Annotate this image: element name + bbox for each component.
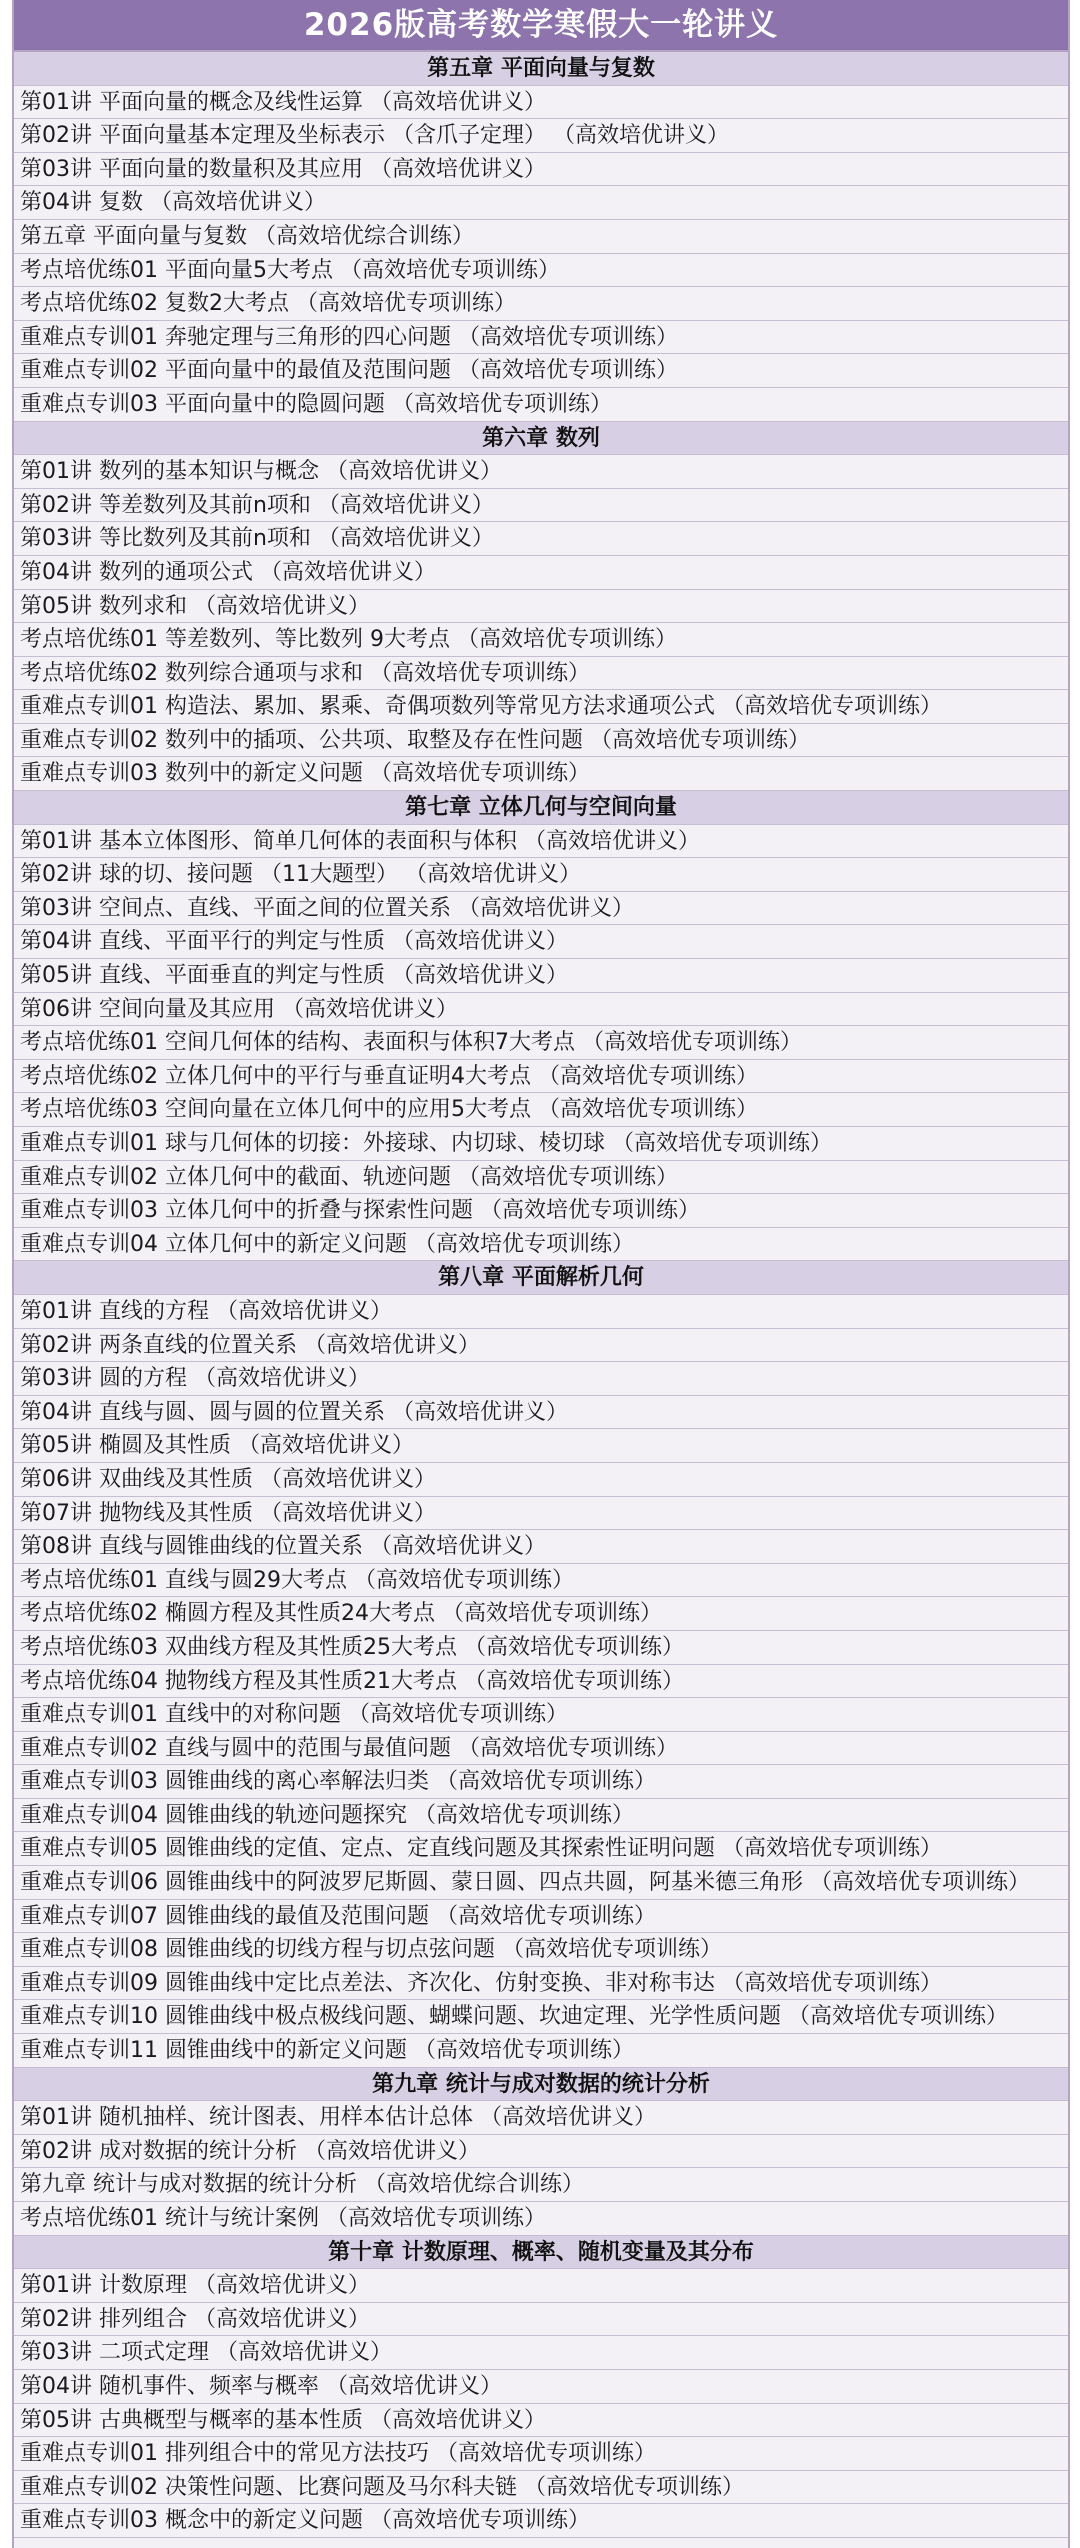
lecture-item: 重难点专训06 圆锥曲线中的阿波罗尼斯圆、蒙日圆、四点共圆，阿基米德三角形 （高效培优专项训练）	[14, 1866, 1068, 1900]
chapter-heading: 第五章 平面向量与复数	[14, 52, 1068, 86]
lecture-item: 重难点专训05 圆锥曲线的定值、定点、定直线问题及其探索性证明问题 （高效培优专项训练）	[14, 1832, 1068, 1866]
catalog-title: 2026版高考数学寒假大一轮讲义	[14, 0, 1068, 52]
lecture-item: 重难点专训01 球与几何体的切接：外接球、内切球、棱切球 （高效培优专项训练）	[14, 1127, 1068, 1161]
lecture-item: 重难点专训11 圆锥曲线中的新定义问题 （高效培优专项训练）	[14, 2034, 1068, 2068]
lecture-item: 考点培优练02 立体几何中的平行与垂直证明4大考点 （高效培优专项训练）	[14, 1060, 1068, 1094]
lecture-item: 第02讲 两条直线的位置关系 （高效培优讲义）	[14, 1329, 1068, 1363]
lecture-item: 重难点专训02 立体几何中的截面、轨迹问题 （高效培优专项训练）	[14, 1161, 1068, 1195]
lecture-item: 第04讲 随机事件、频率与概率 （高效培优讲义）	[14, 2370, 1068, 2404]
lecture-item: 第五章 平面向量与复数 （高效培优综合训练）	[14, 220, 1068, 254]
lecture-item: 第03讲 空间点、直线、平面之间的位置关系 （高效培优讲义）	[14, 892, 1068, 926]
lecture-item: 第05讲 数列求和 （高效培优讲义）	[14, 590, 1068, 624]
lecture-item: 第04讲 直线与圆、圆与圆的位置关系 （高效培优讲义）	[14, 1396, 1068, 1430]
lecture-item: 第06讲 空间向量及其应用 （高效培优讲义）	[14, 993, 1068, 1027]
chapter-heading: 第十章 计数原理、概率、随机变量及其分布	[14, 2236, 1068, 2270]
lecture-item: 重难点专训10 圆锥曲线中极点极线问题、蝴蝶问题、坎迪定理、光学性质问题 （高效培优专项训练）	[14, 2000, 1068, 2034]
lecture-item: 第02讲 球的切、接问题 （11大题型） （高效培优讲义）	[14, 858, 1068, 892]
lecture-item: 第01讲 数列的基本知识与概念 （高效培优讲义）	[14, 455, 1068, 489]
lecture-item: 重难点专训01 构造法、累加、累乘、奇偶项数列等常见方法求通项公式 （高效培优专项训练）	[14, 690, 1068, 724]
lecture-item: 重难点专训03 圆锥曲线的离心率解法归类 （高效培优专项训练）	[14, 1765, 1068, 1799]
lecture-item: 考点培优练04 抛物线方程及其性质21大考点 （高效培优专项训练）	[14, 1665, 1068, 1699]
lecture-item: 重难点专训03 平面向量中的隐圆问题 （高效培优专项训练）	[14, 388, 1068, 422]
lecture-item: 重难点专训01 奔驰定理与三角形的四心问题 （高效培优专项训练）	[14, 321, 1068, 355]
lecture-item: 考点培优练01 平面向量5大考点 （高效培优专项训练）	[14, 254, 1068, 288]
lecture-item: 重难点专训02 直线与圆中的范围与最值问题 （高效培优专项训练）	[14, 1732, 1068, 1766]
lecture-item: 第05讲 椭圆及其性质 （高效培优讲义）	[14, 1429, 1068, 1463]
lecture-item: 第03讲 平面向量的数量积及其应用 （高效培优讲义）	[14, 153, 1068, 187]
lecture-item: 第04讲 直线、平面平行的判定与性质 （高效培优讲义）	[14, 925, 1068, 959]
lecture-item: 考点培优练03 双曲线方程及其性质25大考点 （高效培优专项训练）	[14, 1631, 1068, 1665]
lecture-item: 重难点专训02 数列中的插项、公共项、取整及存在性问题 （高效培优专项训练）	[14, 724, 1068, 758]
chapter-heading: 第六章 数列	[14, 422, 1068, 456]
lecture-item: 第03讲 二项式定理 （高效培优讲义）	[14, 2336, 1068, 2370]
lecture-item: 第01讲 基本立体图形、简单几何体的表面积与体积 （高效培优讲义）	[14, 825, 1068, 859]
lecture-item: 第01讲 随机抽样、统计图表、用样本估计总体 （高效培优讲义）	[14, 2101, 1068, 2135]
lecture-item: 第08讲 直线与圆锥曲线的位置关系 （高效培优讲义）	[14, 1530, 1068, 1564]
lecture-catalog-sheet	[12, 0, 1070, 2548]
lecture-item: 重难点专训03 概念中的新定义问题 （高效培优专项训练）	[14, 2504, 1068, 2538]
chapter-heading: 第九章 统计与成对数据的统计分析	[14, 2068, 1068, 2102]
lecture-item: 第07讲 抛物线及其性质 （高效培优讲义）	[14, 1497, 1068, 1531]
lecture-item: 重难点专训03 立体几何中的折叠与探索性问题 （高效培优专项训练）	[14, 1194, 1068, 1228]
lecture-item: 第01讲 平面向量的概念及线性运算 （高效培优讲义）	[14, 86, 1068, 120]
lecture-item: 第九章 统计与成对数据的统计分析 （高效培优综合训练）	[14, 2168, 1068, 2202]
lecture-item: 重难点专训09 圆锥曲线中定比点差法、齐次化、仿射变换、非对称韦达 （高效培优专项训练）	[14, 1967, 1068, 2001]
lecture-item: 第01讲 直线的方程 （高效培优讲义）	[14, 1295, 1068, 1329]
lecture-item: 考点培优练03 空间向量在立体几何中的应用5大考点 （高效培优专项训练）	[14, 1093, 1068, 1127]
lecture-item: 考点培优练01 统计与统计案例 （高效培优专项训练）	[14, 2202, 1068, 2236]
lecture-item: 第02讲 平面向量基本定理及坐标表示 （含爪子定理） （高效培优讲义）	[14, 119, 1068, 153]
lecture-item: 第04讲 数列的通项公式 （高效培优讲义）	[14, 556, 1068, 590]
lecture-item: 重难点专训01 直线中的对称问题 （高效培优专项训练）	[14, 1698, 1068, 1732]
lecture-item: 重难点专训02 决策性问题、比赛问题及马尔科夫链 （高效培优专项训练）	[14, 2471, 1068, 2505]
catalog-rows	[14, 52, 1068, 2538]
lecture-item: 第02讲 排列组合 （高效培优讲义）	[14, 2303, 1068, 2337]
lecture-item: 重难点专训04 立体几何中的新定义问题 （高效培优专项训练）	[14, 1228, 1068, 1262]
lecture-item: 考点培优练02 数列综合通项与求和 （高效培优专项训练）	[14, 657, 1068, 691]
lecture-item: 第05讲 古典概型与概率的基本性质 （高效培优讲义）	[14, 2404, 1068, 2438]
lecture-item: 第02讲 成对数据的统计分析 （高效培优讲义）	[14, 2135, 1068, 2169]
lecture-item: 第06讲 双曲线及其性质 （高效培优讲义）	[14, 1463, 1068, 1497]
lecture-item: 考点培优练01 空间几何体的结构、表面积与体积7大考点 （高效培优专项训练）	[14, 1026, 1068, 1060]
lecture-item: 考点培优练02 椭圆方程及其性质24大考点 （高效培优专项训练）	[14, 1597, 1068, 1631]
lecture-item: 重难点专训07 圆锥曲线的最值及范围问题 （高效培优专项训练）	[14, 1900, 1068, 1934]
lecture-item: 重难点专训08 圆锥曲线的切线方程与切点弦问题 （高效培优专项训练）	[14, 1933, 1068, 1967]
lecture-item: 重难点专训02 平面向量中的最值及范围问题 （高效培优专项训练）	[14, 354, 1068, 388]
lecture-item: 重难点专训03 数列中的新定义问题 （高效培优专项训练）	[14, 757, 1068, 791]
lecture-item: 第01讲 计数原理 （高效培优讲义）	[14, 2269, 1068, 2303]
lecture-item: 考点培优练01 直线与圆29大考点 （高效培优专项训练）	[14, 1564, 1068, 1598]
chapter-heading: 第七章 立体几何与空间向量	[14, 791, 1068, 825]
lecture-item: 第05讲 直线、平面垂直的判定与性质 （高效培优讲义）	[14, 959, 1068, 993]
lecture-item: 第03讲 圆的方程 （高效培优讲义）	[14, 1362, 1068, 1396]
lecture-item: 第02讲 等差数列及其前n项和 （高效培优讲义）	[14, 489, 1068, 523]
lecture-item: 第03讲 等比数列及其前n项和 （高效培优讲义）	[14, 522, 1068, 556]
lecture-item: 考点培优练01 等差数列、等比数列 9大考点 （高效培优专项训练）	[14, 623, 1068, 657]
lecture-item: 重难点专训04 圆锥曲线的轨迹问题探究 （高效培优专项训练）	[14, 1799, 1068, 1833]
lecture-item: 重难点专训01 排列组合中的常见方法技巧 （高效培优专项训练）	[14, 2437, 1068, 2471]
lecture-item: 考点培优练02 复数2大考点 （高效培优专项训练）	[14, 287, 1068, 321]
lecture-item: 第04讲 复数 （高效培优讲义）	[14, 186, 1068, 220]
chapter-heading: 第八章 平面解析几何	[14, 1261, 1068, 1295]
